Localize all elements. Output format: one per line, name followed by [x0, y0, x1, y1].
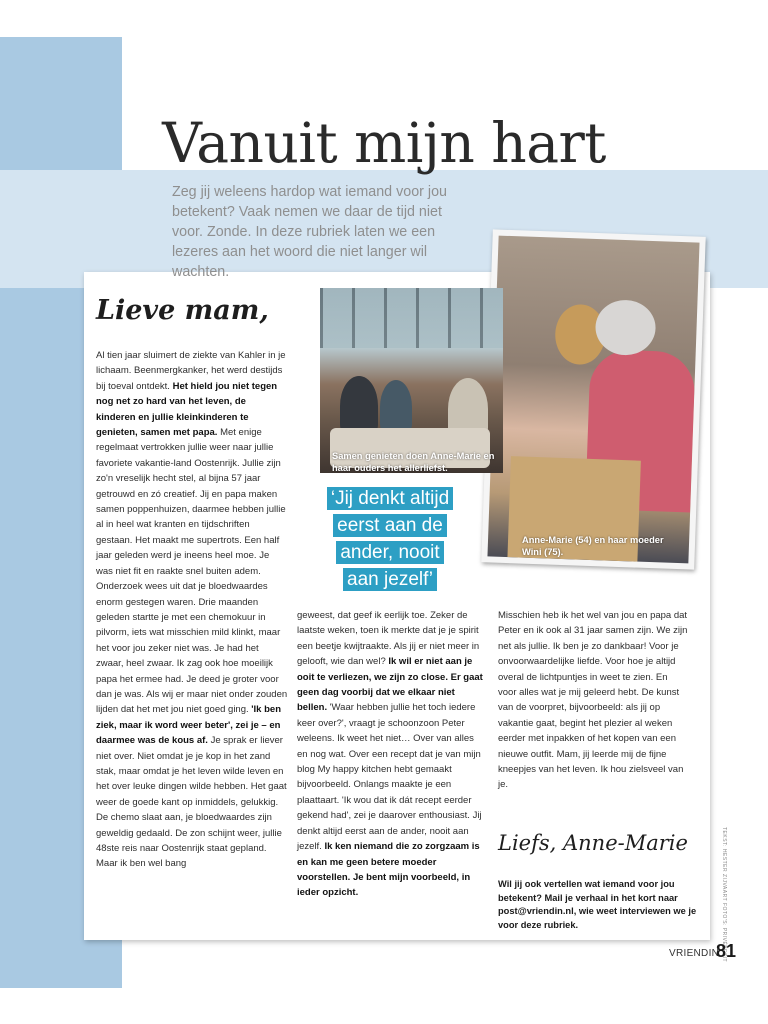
call-to-action: Wil jij ook vertellen wat iemand voor jou betekent? Mail je verhaal in het kort naar post@vriendin.nl, wie weet interviewen we je voor deze rubriek. — [498, 879, 697, 930]
column-1-text — [96, 348, 288, 872]
text-segment: Misschien heb ik het wel van jou en papa dat Peter en ik ook al 31 jaar samen zijn. We zijn net als jullie. Ik ben je zo dankbaar! Voor je onvoorwaardelijke liefde. Voor hoe je altijd overal de lichtpuntjes in weet te zien. En voor alles wat je mij geleerd hebt. De kunst van de voorpret, bijvoorbeeld: als jij op vakantie gaat, begint het plezier al weken eerder met inpakken of het kopen van een nieuwe outfit. Mam, jij leerde mij de fijne kneepjes van het leven. Ik hou zielsveel van je. — [498, 610, 688, 791]
text-segment: Al tien jaar sluimert de ziekte van Kahler in je lichaam. Beenmergkanker, het werd destijds bij toeval ontdekt. — [96, 350, 286, 392]
text-segment: geweest, dat geef ik eerlijk toe. Zeker de laatste weken, toen ik merkte dat je je spirit een beetje kwijtraakte. Als jij er niet meer in gelooft, wie dan wel? — [297, 610, 480, 668]
salutation: Lieve mam, — [96, 295, 269, 326]
page-title: Vanuit mijn hart — [162, 111, 606, 175]
text-segment: Je sprak er liever niet over. Niet omdat je je kop in het zand stak, maar omdat je het leven wilde leven en het over leuke dingen wilde hebben. Het gaat weer de goede kant op inmiddels, gelukkig. De chemo slaat aan, je bloedwaardes zijn geweldig gedaald. De zon schijnt weer, jullie 48ste reis naar Oostenrijk staat gepland. Maar ik ben wel bang — [96, 735, 287, 870]
photo-credit: TEKST: HESTER ZIJVAART FOTO'S: PRIVÉBEZIT — [721, 827, 727, 962]
signoff: Liefs, Anne-Marie — [498, 831, 688, 855]
bold-text-segment: Het hield jou niet tegen nog net zo hard van het leven, de kinderen en jullie kleinkinderen te genieten, samen met papa. — [96, 380, 278, 439]
photo-caption-1: Samen genieten doen Anne-Marie en haar ouders het allerliefst. — [332, 451, 495, 473]
page-number: 81 — [716, 941, 737, 961]
bold-text-segment: 'Ik ben ziek, maar ik word weer beter', zei je – en daarmee was de kous af. — [96, 704, 281, 747]
text-segment: 'Waar hebben jullie het toch iedere keer over?', vraagt je schoonzoon Peter weleens. Ik weet het niet… Over van alles en nog wat. Over een recept dat je van mijn blog My happy kitchen hebt gemaakt bijvoorbeeld. Onlangs maakte je een plaattaart. 'Ik wou dat ik dát recept eerder gekend had', zei je daarover enthousiast. Jij denkt altijd eerst aan de ander, nooit aan jezelf. — [297, 702, 482, 853]
photo-mother-daughter — [481, 229, 705, 569]
quote-line-3: ander, nooit — [336, 541, 443, 564]
column-3-text — [498, 608, 688, 793]
bold-text-segment: Ik wil er niet aan je ooit te verliezen, we zijn zo close. Er gaat geen dag voorbij dat we elkaar niet bellen. — [297, 656, 483, 714]
quote-line-2: eerst aan de — [333, 514, 447, 537]
text-column-1 — [96, 348, 288, 872]
bold-text-segment: Ik ken niemand die zo zorgzaam is en kan me geen betere moeder voorstellen. Je bent mijn voorbeeld, in ieder opzicht. — [297, 841, 480, 899]
column-2-text — [297, 608, 485, 901]
quote-line-1: ‘Jij denkt altijd — [327, 487, 453, 510]
photo-family-dinner — [320, 288, 503, 473]
pull-quote — [304, 485, 476, 593]
text-column-3 — [498, 608, 688, 793]
text-segment: Met enige regelmaat vertrokken jullie weer naar jullie favoriete vakantie-land Oostenrijk. Jullie zijn zo'n vreselijk hecht stel, al bijna 57 jaar getrouwd en zó creatief. Jij en papa maken samen poppenhuizen, daarmee hebben jullie al in heel wat kranten en tijdschriften gestaan. Het maakt me supertrots. Een half jaar geleden werd je ineens heel moe. Je was niet fit en raakte snel buiten adem. Onderzoek wees uit dat je bloedwaardes enorm gestegen waren. Drie maanden geleden startte je met een chemokuur in pilvorm, iets wat misschien mild klinkt, maar het voor jou zeker niet was. Je had het zwaar, heel zwaar. Ik zag ook hoe moeilijk papa het ermee had. Je deed je groter voor dan je was. Als wij er maar niet onder zouden lijden dat het met jou niet goed ging. — [96, 427, 288, 716]
magazine-name: VRIENDIN — [669, 948, 720, 959]
quote-line-4: aan jezelf’ — [343, 568, 437, 591]
photo-caption-2: Anne-Marie (54) en haar moeder Wini (75). — [522, 535, 664, 557]
text-column-2 — [297, 608, 485, 901]
intro-text: Zeg jij weleens hardop wat iemand voor jou betekent? Vaak nemen we daar de tijd niet voor. Zonde. In deze rubriek laten we een lezeres aan het woord die niet langer wil wachten. — [172, 184, 447, 280]
